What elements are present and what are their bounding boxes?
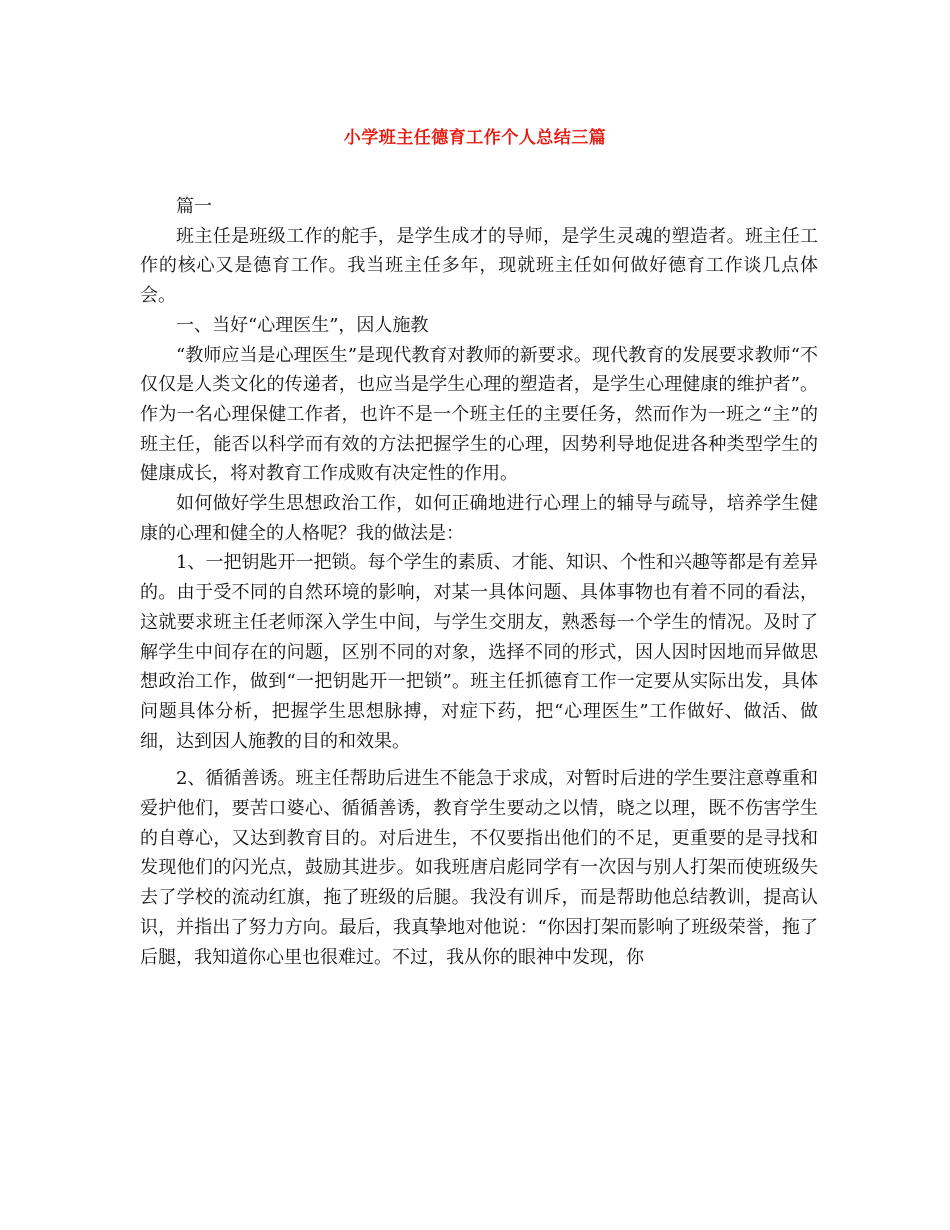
subsection-heading: 一、当好“心理医生”，因人施教 bbox=[176, 314, 429, 336]
paragraph: 如何做好学生思想政治工作，如何正确地进行心理上的辅导与疏导，培养学生健康的心理和健全的人格呢？我的做法是： bbox=[140, 493, 818, 544]
paragraph: 班主任是班级工作的舵手，是学生成才的导师，是学生灵魂的塑造者。班主任工作的核心又是德育工作。我当班主任多年，现就班主任如何做好德育工作谈几点体会。 bbox=[140, 225, 818, 307]
section-heading: 篇一 bbox=[176, 196, 212, 217]
paragraph: “教师应当是心理医生”是现代教育对教师的新要求。现代教育的发展要求教师“不仅仅是人类文化的传递者，也应当是学生心理的塑造者，是学生心理健康的维护者”。作为一名心理保健工作者，也许不是一个班主任的主要任务，然而作为一班之“主”的班主任，能否以科学而有效的方法把握学生的心理，因势利导地促进各种类型学生的健康成长，将对教育工作成败有决定性的作用。 bbox=[140, 344, 818, 485]
document-body bbox=[140, 192, 818, 972]
document-title: 小学班主任德育工作个人总结三篇 bbox=[343, 128, 607, 148]
paragraph: 1、一把钥匙开一把锁。每个学生的素质、才能、知识、个性和兴趣等都是有差异的。由于受不同的自然环境的影响，对某一具体问题、具体事物也有着不同的看法，这就要求班主任老师深入学生中间，与学生交朋友，熟悉每一个学生的情况。及时了解学生中间存在的问题，区别不同的对象，选择不同的形式，因人因时因地而异做思想政治工作，做到“一把钥匙开一把锁”。班主任抓德育工作一定要从实际出发，具体问题具体分析，把握学生思想脉搏，对症下药，把“心理医生”工作做好、做活、做细，达到因人施教的目的和效果。 bbox=[140, 552, 818, 752]
paragraph: 2、循循善诱。班主任帮助后进生不能急于求成，对暂时后进的学生要注意尊重和爱护他们，要苦口婆心、循循善诱，教育学生要动之以情，晓之以理，既不伤害学生的自尊心，又达到教育目的。对后进生，不仅要指出他们的不足，更重要的是寻找和发现他们的闪光点，鼓励其进步。如我班唐启彪同学有一次因与别人打架而使班级失去了学校的流动红旗，拖了班级的后腿。我没有训斥，而是帮助他总结教训，提高认识，并指出了努力方向。最后，我真挚地对他说：“你因打架而影响了班级荣誉，拖了后腿，我知道你心里也很难过。不过，我从你的眼神中发现，你 bbox=[140, 768, 818, 968]
